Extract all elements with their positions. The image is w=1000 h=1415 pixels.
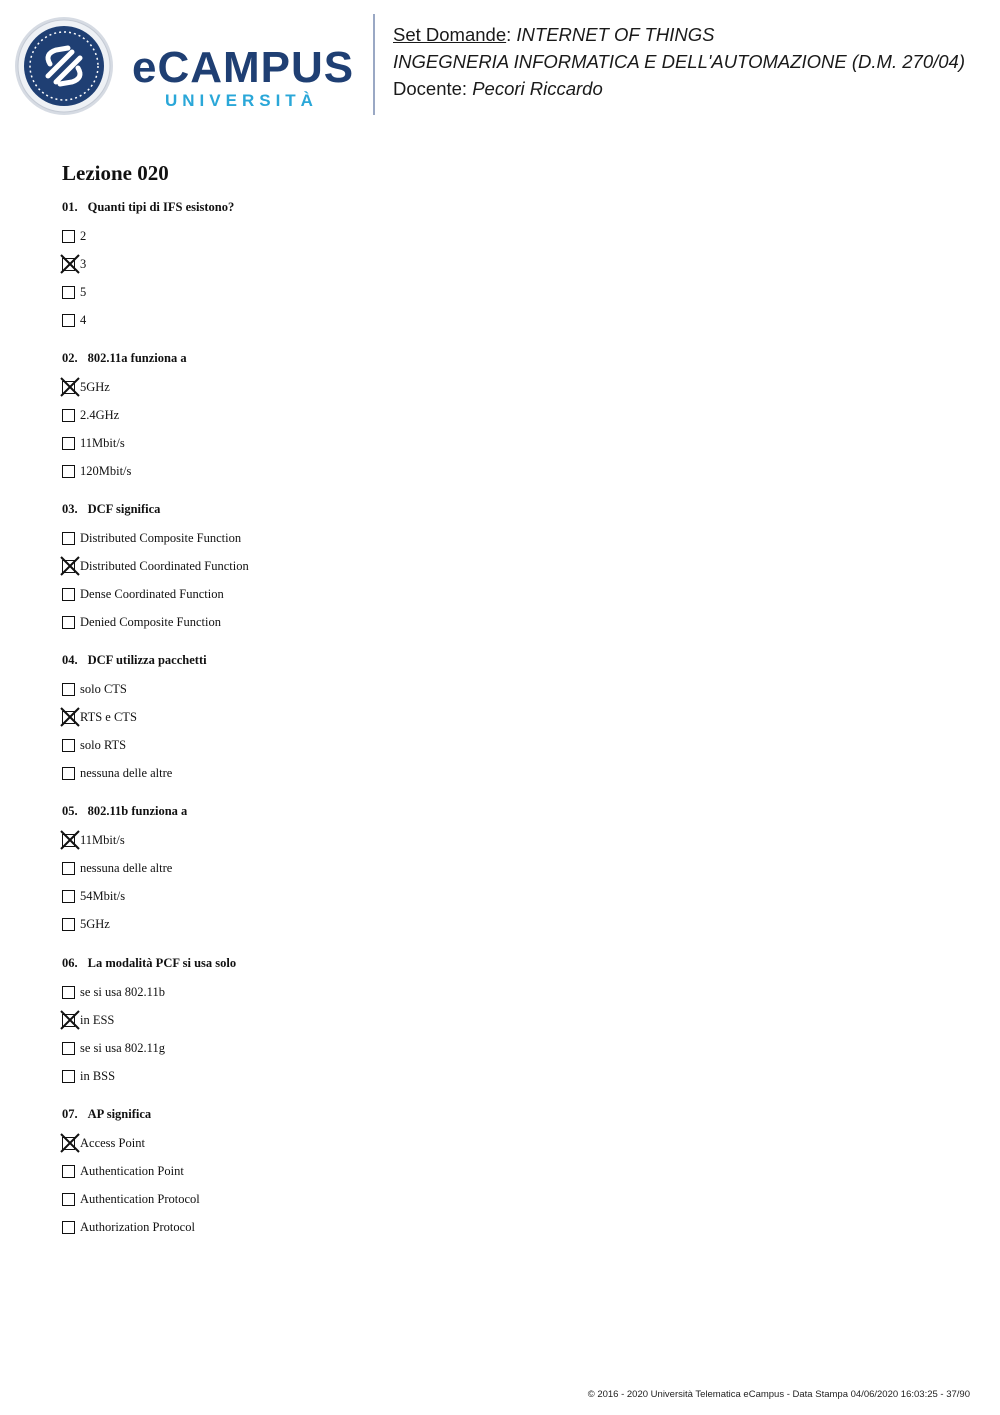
question-text: 802.11b funziona a bbox=[87, 804, 188, 818]
option-label: solo CTS bbox=[80, 682, 127, 696]
question-number: 04. bbox=[62, 653, 78, 667]
question-text: 802.11a funziona a bbox=[87, 351, 187, 365]
answer-option[interactable] bbox=[62, 226, 662, 254]
answer-option[interactable] bbox=[62, 735, 662, 763]
lesson-title: Lezione 020 bbox=[62, 161, 169, 185]
answer-option[interactable] bbox=[62, 612, 662, 640]
check-cross-icon bbox=[59, 555, 81, 577]
option-label: Authentication Protocol bbox=[80, 1192, 200, 1206]
check-cross-icon bbox=[59, 253, 81, 275]
checkbox[interactable] bbox=[62, 437, 75, 450]
answer-option[interactable] bbox=[62, 1189, 662, 1217]
question-text: DCF significa bbox=[87, 502, 161, 516]
option-label: se si usa 802.11b bbox=[80, 985, 165, 999]
question-block bbox=[62, 197, 662, 338]
answer-option[interactable] bbox=[62, 1133, 662, 1161]
answer-option[interactable] bbox=[62, 886, 662, 914]
checkbox[interactable] bbox=[62, 1221, 75, 1234]
option-label: RTS e CTS bbox=[80, 710, 137, 724]
question-block bbox=[62, 499, 662, 640]
option-label: 11Mbit/s bbox=[80, 833, 125, 847]
question-title bbox=[62, 953, 662, 973]
option-label: solo RTS bbox=[80, 738, 127, 752]
checkbox[interactable] bbox=[62, 1042, 75, 1055]
checkbox[interactable] bbox=[62, 918, 75, 931]
check-cross-icon bbox=[59, 829, 81, 851]
answer-option[interactable] bbox=[62, 1010, 662, 1038]
set-separator: : bbox=[506, 24, 517, 45]
question-text: DCF utilizza pacchetti bbox=[87, 653, 207, 667]
option-label: Authentication Point bbox=[80, 1164, 184, 1178]
checkbox[interactable] bbox=[62, 409, 75, 422]
logo-subtext: UNIVERSITÀ bbox=[165, 91, 318, 110]
answer-option[interactable] bbox=[62, 858, 662, 886]
option-label: 5GHz bbox=[80, 917, 110, 931]
option-label: 4 bbox=[80, 313, 87, 327]
check-cross-icon bbox=[59, 376, 81, 398]
checkbox[interactable] bbox=[62, 1193, 75, 1206]
option-label: Denied Composite Function bbox=[80, 615, 221, 629]
option-label: Authorization Protocol bbox=[80, 1220, 195, 1234]
question-title bbox=[62, 348, 662, 368]
option-label: nessuna delle altre bbox=[80, 861, 173, 875]
option-label: 2.4GHz bbox=[80, 408, 120, 422]
answer-option[interactable] bbox=[62, 461, 662, 489]
header-divider bbox=[373, 14, 375, 115]
question-title bbox=[62, 650, 662, 670]
checkbox[interactable] bbox=[62, 1165, 75, 1178]
answer-option[interactable] bbox=[62, 1066, 662, 1094]
page-footer: © 2016 - 2020 Università Telematica eCampus - Data Stampa 04/06/2020 16:03:25 - 37/90 bbox=[587, 1389, 970, 1400]
question-title bbox=[62, 197, 662, 217]
set-line bbox=[393, 21, 965, 48]
answer-option[interactable] bbox=[62, 377, 662, 405]
question-number: 03. bbox=[62, 502, 78, 516]
answer-option[interactable] bbox=[62, 982, 662, 1010]
answer-option[interactable] bbox=[62, 914, 662, 942]
question-text: La modalità PCF si usa solo bbox=[87, 956, 237, 970]
answer-option[interactable] bbox=[62, 528, 662, 556]
answer-option[interactable] bbox=[62, 282, 662, 310]
teacher-line bbox=[393, 75, 965, 102]
option-label: 120Mbit/s bbox=[80, 464, 132, 478]
option-label: Dense Coordinated Function bbox=[80, 587, 224, 601]
answer-option[interactable] bbox=[62, 763, 662, 791]
answer-option[interactable] bbox=[62, 405, 662, 433]
checkbox[interactable] bbox=[62, 616, 75, 629]
question-number: 01. bbox=[62, 200, 78, 214]
program-name: INGEGNERIA INFORMATICA E DELL'AUTOMAZIONE (D.M. 270/04) bbox=[393, 51, 965, 72]
program-line bbox=[393, 48, 965, 75]
option-label: 11Mbit/s bbox=[80, 436, 125, 450]
answer-option[interactable] bbox=[62, 1217, 662, 1245]
checkbox[interactable] bbox=[62, 1070, 75, 1083]
question-block bbox=[62, 1104, 662, 1245]
answer-option[interactable] bbox=[62, 310, 662, 338]
option-label: Distributed Composite Function bbox=[80, 531, 242, 545]
question-text: AP significa bbox=[87, 1107, 152, 1121]
check-cross-icon bbox=[59, 1132, 81, 1154]
checkbox[interactable] bbox=[62, 767, 75, 780]
option-label: in ESS bbox=[80, 1013, 115, 1027]
answer-option[interactable] bbox=[62, 1161, 662, 1189]
checkbox[interactable] bbox=[62, 890, 75, 903]
checkbox[interactable] bbox=[62, 465, 75, 478]
question-block bbox=[62, 348, 662, 489]
answer-option[interactable] bbox=[62, 254, 662, 282]
question-block bbox=[62, 650, 662, 791]
header-info bbox=[393, 21, 965, 102]
course-name: INTERNET OF THINGS bbox=[516, 24, 715, 45]
teacher-label: Docente: bbox=[393, 78, 473, 99]
answer-option[interactable] bbox=[62, 1038, 662, 1066]
check-cross-icon bbox=[59, 1009, 81, 1031]
check-cross-icon bbox=[59, 706, 81, 728]
question-block bbox=[62, 953, 662, 1094]
set-label: Set Domande bbox=[393, 24, 507, 45]
logo-wordmark: eCAMPUS bbox=[132, 43, 355, 92]
question-title bbox=[62, 801, 662, 821]
option-label: Access Point bbox=[80, 1136, 145, 1150]
checkbox[interactable] bbox=[62, 230, 75, 243]
option-label: 5 bbox=[80, 285, 87, 299]
option-label: 5GHz bbox=[80, 380, 110, 394]
option-label: in BSS bbox=[80, 1069, 116, 1083]
page-header bbox=[0, 0, 1000, 130]
answer-option[interactable] bbox=[62, 679, 662, 707]
checkbox[interactable] bbox=[62, 588, 75, 601]
checkbox[interactable] bbox=[62, 683, 75, 696]
checkbox[interactable] bbox=[62, 739, 75, 752]
option-label: 3 bbox=[80, 257, 87, 271]
checkbox[interactable] bbox=[62, 314, 75, 327]
teacher-name: Pecori Riccardo bbox=[472, 78, 603, 99]
checkbox[interactable] bbox=[62, 862, 75, 875]
ecampus-logo bbox=[14, 14, 359, 118]
checkbox[interactable] bbox=[62, 532, 75, 545]
answer-option[interactable] bbox=[62, 433, 662, 461]
option-label: 54Mbit/s bbox=[80, 889, 126, 903]
answer-option[interactable] bbox=[62, 584, 662, 612]
question-block bbox=[62, 801, 662, 942]
question-title bbox=[62, 499, 662, 519]
question-number: 05. bbox=[62, 804, 78, 818]
question-number: 06. bbox=[62, 956, 78, 970]
option-label: nessuna delle altre bbox=[80, 766, 173, 780]
checkbox[interactable] bbox=[62, 286, 75, 299]
answer-option[interactable] bbox=[62, 556, 662, 584]
question-title bbox=[62, 1104, 662, 1124]
answer-option[interactable] bbox=[62, 707, 662, 735]
option-label: 2 bbox=[80, 229, 87, 243]
option-label: Distributed Coordinated Function bbox=[80, 559, 249, 573]
question-number: 07. bbox=[62, 1107, 78, 1121]
checkbox[interactable] bbox=[62, 986, 75, 999]
question-text: Quanti tipi di IFS esistono? bbox=[87, 200, 235, 214]
answer-option[interactable] bbox=[62, 830, 662, 858]
question-number: 02. bbox=[62, 351, 78, 365]
option-label: se si usa 802.11g bbox=[80, 1041, 165, 1055]
